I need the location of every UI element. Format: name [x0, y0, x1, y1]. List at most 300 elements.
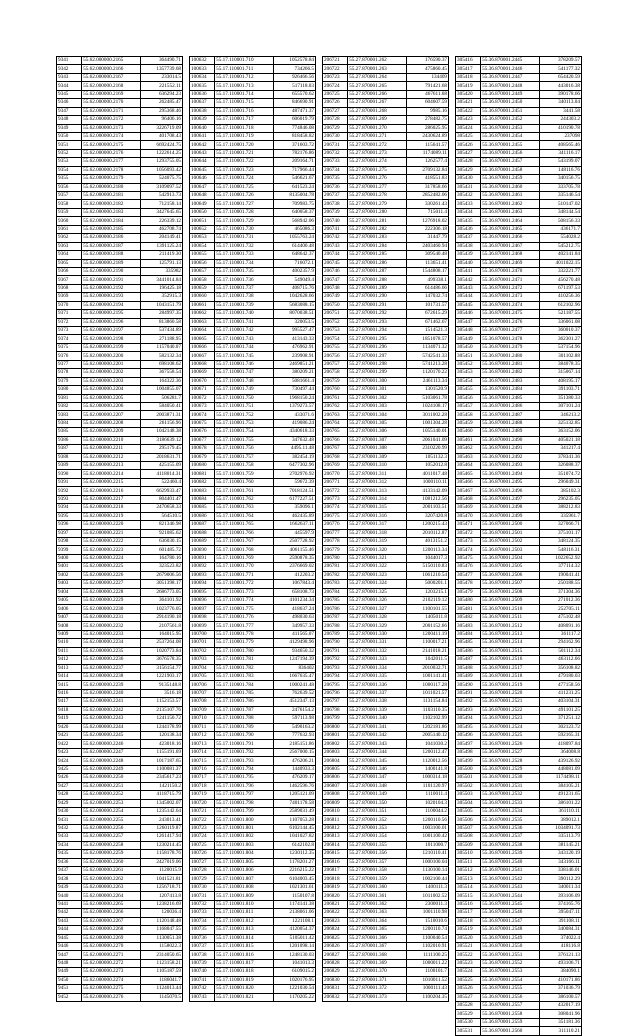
row-number: 9386 [57, 436, 82, 444]
amount-value: 1514521.3 [407, 327, 449, 335]
row-number: 9436 [57, 858, 82, 866]
row-number: 206811 [323, 816, 348, 824]
table-row [456, 183, 582, 191]
row-number: 9407 [57, 613, 82, 621]
row-number: 305450 [456, 343, 481, 351]
table-row [456, 799, 582, 807]
amount-value: 317858.66 [407, 183, 449, 191]
table-row [190, 318, 316, 326]
row-number: 206726 [323, 99, 348, 107]
table-row [57, 208, 183, 216]
account-code: 55.36.870001.2542 [481, 875, 540, 883]
amount-value: 522460.4 [141, 478, 183, 486]
account-code: 55.36.870001.2461 [481, 192, 540, 200]
table-row [323, 529, 449, 537]
amount-value: 1101120.97 [407, 782, 449, 790]
amount-value: 1052578.84 [274, 57, 316, 65]
account-code: 55.27.870001.280 [348, 208, 407, 216]
row-number: 100638 [190, 107, 215, 115]
account-code: 55.36.870001.2550 [481, 942, 540, 950]
row-number: 9384 [57, 419, 82, 427]
amount-value: 395047.11 [540, 909, 582, 917]
amount-value: 506281.7 [141, 394, 183, 402]
amount-value: 335961.7 [540, 512, 582, 520]
amount-value: 465086.3 [274, 225, 316, 233]
amount-value: 351380.33 [540, 394, 582, 402]
account-code: 55.62.000000.2273 [82, 968, 141, 976]
amount-value: 294162.96 [540, 639, 582, 647]
table-row [190, 605, 316, 613]
table-row [456, 419, 582, 427]
row-number: 100726 [190, 850, 215, 858]
table-row [190, 462, 316, 470]
row-number: 206809 [323, 799, 348, 807]
amount-value: 584050.41 [141, 402, 183, 410]
row-number: 206822 [323, 909, 348, 917]
row-number: 9451 [57, 985, 82, 993]
row-number: 9395 [57, 512, 82, 520]
account-code: 55.36.870001.2497 [481, 495, 540, 503]
account-code: 55.62.000000.2251 [82, 782, 141, 790]
row-number: 100673 [190, 402, 215, 410]
account-code: 55.27.870001.306 [348, 428, 407, 436]
amount-value: 1041013.3 [274, 959, 316, 967]
account-code: 55.27.870001.269 [348, 116, 407, 124]
account-code: 55.62.000000.2176 [82, 149, 141, 157]
amount-value: 386100.57 [540, 993, 582, 1001]
amount-value: 1003100.01 [407, 824, 449, 832]
account-code: 55.17.110001.779 [215, 639, 274, 647]
table-row [456, 841, 582, 849]
amount-value: 498030.63 [274, 613, 316, 621]
account-code: 55.17.110001.744 [215, 343, 274, 351]
amount-value: 1020104.3 [407, 799, 449, 807]
row-number: 9439 [57, 883, 82, 891]
account-code: 55.36.870001.2445 [481, 57, 540, 65]
account-code: 55.36.870001.2527 [481, 748, 540, 756]
amount-value: 4013151.2 [407, 537, 449, 545]
account-code: 55.62.000000.2206 [82, 402, 141, 410]
amount-value: 462435.89 [274, 512, 316, 520]
amount-value: 164322.36 [141, 377, 183, 385]
account-code: 55.36.870001.2537 [481, 833, 540, 841]
table-row [323, 875, 449, 883]
ledger-table [455, 56, 582, 1036]
table-row [190, 993, 316, 1001]
row-number: 206771 [323, 478, 348, 486]
row-number: 206756 [323, 352, 348, 360]
amount-value: 326088.37 [540, 462, 582, 470]
amount-value: 1100101.7 [407, 968, 449, 976]
table-row [323, 993, 449, 1001]
table-row [57, 732, 183, 740]
amount-value: 774846.08 [274, 124, 316, 132]
amount-value: 542913.73 [141, 192, 183, 200]
amount-value: 1200215.43 [407, 521, 449, 529]
table-row [190, 141, 316, 149]
amount-value: 4002357.9 [274, 267, 316, 275]
row-number: 100668 [190, 360, 215, 368]
amount-value: 462708.74 [141, 225, 183, 233]
account-code: 55.36.870001.2535 [481, 816, 540, 824]
row-number: 206731 [323, 141, 348, 149]
row-number: 9378 [57, 369, 82, 377]
account-code: 55.36.870001.2451 [481, 107, 540, 115]
amount-value: 734266.5 [274, 65, 316, 73]
account-code: 55.17.110001.712 [215, 73, 274, 81]
account-code: 55.36.870001.2463 [481, 208, 540, 216]
amount-value: 1100101.55 [407, 605, 449, 613]
amount-value: 5150110.83 [407, 563, 449, 571]
ledger-block-4 [455, 56, 582, 1036]
account-code: 55.17.110001.729 [215, 217, 274, 225]
table-row [57, 765, 183, 773]
table-row [57, 352, 183, 360]
amount-value: 8135004.78 [274, 192, 316, 200]
table-row [323, 301, 449, 309]
row-number: 100664 [190, 327, 215, 335]
table-row [456, 495, 582, 503]
account-code: 55.62.000000.2207 [82, 411, 141, 419]
amount-value: 2005140.12 [407, 732, 449, 740]
table-row [57, 217, 183, 225]
row-number: 9437 [57, 867, 82, 875]
account-code: 55.36.870001.2526 [481, 740, 540, 748]
account-code: 55.62.000000.2242 [82, 706, 141, 714]
account-code: 55.17.110001.723 [215, 166, 274, 174]
table-row [190, 740, 316, 748]
amount-value: 1293755.05 [141, 158, 183, 166]
table-row [456, 723, 582, 731]
row-number: 305482 [456, 613, 481, 621]
account-code: 55.27.870001.287 [348, 267, 407, 275]
row-number: 9373 [57, 327, 82, 335]
table-row [57, 968, 183, 976]
table-row [57, 369, 183, 377]
table-row [57, 816, 183, 824]
row-number: 9440 [57, 892, 82, 900]
row-number: 9423 [57, 748, 82, 756]
account-code: 55.62.000000.2221 [82, 529, 141, 537]
table-row [456, 732, 582, 740]
table-row [190, 470, 316, 478]
account-code: 55.36.870001.2528 [481, 757, 540, 765]
amount-value: 284997.35 [141, 310, 183, 318]
row-number: 100727 [190, 858, 215, 866]
amount-value: 439126.92 [540, 757, 582, 765]
row-number: 100666 [190, 343, 215, 351]
account-code: 55.17.110001.778 [215, 630, 274, 638]
table-row [456, 73, 582, 81]
table-row [190, 310, 316, 318]
amount-value: 2010112.87 [407, 529, 449, 537]
account-code: 55.36.870001.2520 [481, 689, 540, 697]
account-code: 55.17.110001.788 [215, 715, 274, 723]
account-code: 55.62.000000.2179 [82, 175, 141, 183]
table-row [323, 934, 449, 942]
amount-value: 2567000.15 [274, 748, 316, 756]
amount-value: 730497.44 [274, 386, 316, 394]
row-number: 100736 [190, 934, 215, 942]
table-row [190, 208, 316, 216]
amount-value: 1155191.69 [141, 748, 183, 756]
table-row [456, 976, 582, 984]
row-number: 100646 [190, 175, 215, 183]
account-code: 55.17.110001.722 [215, 158, 274, 166]
table-row [190, 267, 316, 275]
amount-value: 1001110.98 [407, 909, 449, 917]
account-code: 55.36.870001.2488 [481, 419, 540, 427]
row-number: 206828 [323, 959, 348, 967]
account-code: 55.62.000000.2250 [82, 774, 141, 782]
account-code: 55.27.870001.371 [348, 976, 407, 984]
row-number: 206768 [323, 453, 348, 461]
row-number: 206802 [323, 740, 348, 748]
table-row [323, 799, 449, 807]
ledger-table [56, 56, 183, 1002]
table-row [190, 985, 316, 993]
account-code: 55.62.000000.2249 [82, 765, 141, 773]
row-number: 9419 [57, 715, 82, 723]
table-row [456, 276, 582, 284]
row-number: 206820 [323, 892, 348, 900]
row-number: 305451 [456, 352, 481, 360]
row-number: 100704 [190, 664, 215, 672]
amount-value: 1056093.42 [141, 166, 183, 174]
amount-value: 818458.82 [274, 132, 316, 140]
amount-value: 1100081.37 [141, 765, 183, 773]
row-number: 206790 [323, 639, 348, 647]
account-code: 55.36.870001.2484 [481, 386, 540, 394]
row-number: 305488 [456, 664, 481, 672]
table-row [57, 799, 183, 807]
table-row [456, 107, 582, 115]
table-row [190, 90, 316, 98]
row-number: 9414 [57, 672, 82, 680]
table-row [456, 824, 582, 832]
account-code: 55.36.870001.2538 [481, 841, 540, 849]
amount-value: 1158178.76 [141, 850, 183, 858]
amount-value: 1067843.4 [274, 580, 316, 588]
table-row [323, 841, 449, 849]
amount-value: 554028.2 [540, 234, 582, 242]
row-number: 206830 [323, 976, 348, 984]
row-number: 305417 [456, 65, 481, 73]
table-row [456, 867, 582, 875]
row-number: 206754 [323, 335, 348, 343]
account-code: 55.27.870001.265 [348, 82, 407, 90]
ledger-table [322, 56, 449, 1002]
amount-value: 432017.19 [540, 1002, 582, 1010]
account-code: 55.62.000000.2196 [82, 318, 141, 326]
account-code: 55.27.870001.338 [348, 698, 407, 706]
amount-value: 1205121.09 [274, 791, 316, 799]
table-row [456, 149, 582, 157]
account-code: 55.36.870001.2453 [481, 124, 540, 132]
amount-value: 1034091.73 [540, 824, 582, 832]
row-number: 206784 [323, 588, 348, 596]
table-row [57, 478, 183, 486]
amount-value: 1301520.9 [407, 386, 449, 394]
amount-value: 196425.18 [141, 284, 183, 292]
account-code: 55.36.870001.2452 [481, 116, 540, 124]
amount-value: 510147.02 [540, 200, 582, 208]
table-row [456, 588, 582, 596]
amount-value: 7401178.58 [274, 799, 316, 807]
row-number: 305490 [456, 681, 481, 689]
table-row [57, 141, 183, 149]
amount-value: 487471.37 [274, 107, 316, 115]
account-code: 55.62.000000.2195 [82, 310, 141, 318]
account-code: 55.27.870001.283 [348, 234, 407, 242]
account-code: 55.36.870001.2511 [481, 613, 540, 621]
table-row [323, 630, 449, 638]
account-code: 55.62.000000.2215 [82, 478, 141, 486]
row-number: 206816 [323, 858, 348, 866]
row-number: 206767 [323, 445, 348, 453]
row-number: 305440 [456, 259, 481, 267]
amount-value: 1168047.55 [141, 926, 183, 934]
account-code: 55.62.000000.2165 [82, 57, 141, 65]
account-code: 55.62.000000.2275 [82, 985, 141, 993]
account-code: 55.17.110001.800 [215, 816, 274, 824]
table-row [323, 504, 449, 512]
row-number: 9367 [57, 276, 82, 284]
account-code: 55.36.870001.2485 [481, 394, 540, 402]
amount-value: 1440933.3 [274, 765, 316, 773]
account-code: 55.36.870001.2483 [481, 377, 540, 385]
table-row [323, 664, 449, 672]
table-row [190, 698, 316, 706]
table-row [456, 394, 582, 402]
amount-value: 386101.22 [540, 799, 582, 807]
table-row [57, 419, 183, 427]
amount-value: 364008.8 [540, 748, 582, 756]
amount-value: 243013.41 [141, 816, 183, 824]
row-number: 206747 [323, 276, 348, 284]
row-number: 206821 [323, 900, 348, 908]
amount-value: 2107561.8 [141, 622, 183, 630]
amount-value: 2141018.21 [407, 647, 449, 655]
amount-value: 5105011.42 [274, 934, 316, 942]
amount-value: 1110011.4 [407, 791, 449, 799]
amount-value: 2300011.3 [407, 900, 449, 908]
table-row [57, 65, 183, 73]
account-code: 55.17.110001.755 [215, 436, 274, 444]
amount-value: 456270.48 [540, 276, 582, 284]
amount-value: 367558.54 [141, 369, 183, 377]
account-code: 55.36.870001.2474 [481, 301, 540, 309]
table-row [190, 765, 316, 773]
amount-value: 2314050.65 [141, 951, 183, 959]
row-number: 206785 [323, 597, 348, 605]
table-row [323, 656, 449, 664]
table-row [456, 605, 582, 613]
table-row [456, 453, 582, 461]
table-row [190, 225, 316, 233]
account-code: 55.17.110001.737 [215, 284, 274, 292]
row-number: 9372 [57, 318, 82, 326]
amount-value: 564510.5 [141, 512, 183, 520]
table-row [456, 462, 582, 470]
table-row [190, 715, 316, 723]
account-code: 55.17.110001.743 [215, 335, 274, 343]
account-code: 55.17.110001.787 [215, 706, 274, 714]
amount-value: 244303.2 [540, 116, 582, 124]
row-number: 100730 [190, 883, 215, 891]
amount-value: 226339.12 [141, 217, 183, 225]
account-code: 55.27.870001.292 [348, 310, 407, 318]
amount-value: 5741213.28 [407, 360, 449, 368]
table-row [456, 571, 582, 579]
amount-value: 499338.1 [407, 276, 449, 284]
account-code: 55.36.870001.2460 [481, 183, 540, 191]
row-number: 206757 [323, 360, 348, 368]
table-row [323, 419, 449, 427]
row-number: 9426 [57, 774, 82, 782]
row-number: 206825 [323, 934, 348, 942]
account-code: 55.17.110001.790 [215, 732, 274, 740]
account-code: 55.62.000000.2269 [82, 934, 141, 942]
amount-value: 410256.36 [540, 293, 582, 301]
account-code: 55.27.870001.291 [348, 301, 407, 309]
account-code: 55.17.110001.750 [215, 394, 274, 402]
row-number: 206755 [323, 343, 348, 351]
account-code: 55.17.110001.793 [215, 757, 274, 765]
account-code: 55.17.110001.773 [215, 588, 274, 596]
row-number: 206826 [323, 942, 348, 950]
account-code: 55.62.000000.2245 [82, 732, 141, 740]
account-code: 55.36.870001.2487 [481, 411, 540, 419]
amount-value: 1120015.9 [141, 867, 183, 875]
amount-value: 655570.62 [274, 90, 316, 98]
amount-value: 343120.19 [540, 850, 582, 858]
account-code: 55.17.110001.745 [215, 352, 274, 360]
amount-value: 1203215.1 [407, 588, 449, 596]
table-row [57, 622, 183, 630]
amount-value: 1011000.7 [407, 841, 449, 849]
table-row [456, 529, 582, 537]
account-code: 55.36.870001.2448 [481, 82, 540, 90]
table-row [323, 470, 449, 478]
table-row [323, 537, 449, 545]
row-number: 305487 [456, 656, 481, 664]
row-number: 9353 [57, 158, 82, 166]
row-number: 100702 [190, 647, 215, 655]
amount-value: 233014.5 [141, 73, 183, 81]
table-row [190, 554, 316, 562]
amount-value: 1000110.11 [407, 478, 449, 486]
row-number: 100715 [190, 757, 215, 765]
account-code: 55.17.110001.815 [215, 942, 274, 950]
table-row [456, 132, 582, 140]
account-code: 55.27.870001.363 [348, 909, 407, 917]
table-row [323, 850, 449, 858]
row-number: 206775 [323, 512, 348, 520]
account-code: 55.27.870001.358 [348, 867, 407, 875]
account-code: 55.17.110001.772 [215, 580, 274, 588]
row-number: 206776 [323, 521, 348, 529]
table-row [190, 251, 316, 259]
table-row [57, 689, 183, 697]
table-row [456, 478, 582, 486]
row-number: 206758 [323, 369, 348, 377]
table-row [456, 310, 582, 318]
account-code: 55.36.870001.2504 [481, 554, 540, 562]
table-row [57, 537, 183, 545]
row-number: 9429 [57, 799, 82, 807]
amount-value: 362301.27 [540, 335, 582, 343]
